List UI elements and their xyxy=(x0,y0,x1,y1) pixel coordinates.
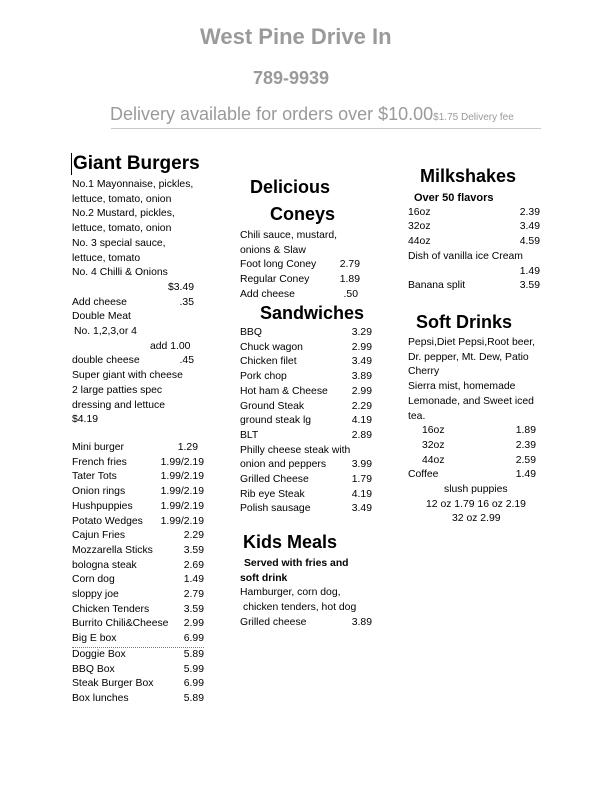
milkshake-price: 3.49 xyxy=(519,221,540,233)
sandwich-price: 3.49 xyxy=(351,503,372,515)
double-cheese-price: .45 xyxy=(179,355,194,367)
side-price: 5.99 xyxy=(183,663,204,675)
super-line: $4.19 xyxy=(72,414,99,426)
side-price: 2.79 xyxy=(183,589,204,601)
side-name: Mini burger xyxy=(72,442,124,453)
side-item xyxy=(72,470,204,485)
philly-item xyxy=(240,458,372,473)
side-item xyxy=(72,692,204,707)
slush-puppies-32: 32 oz 2.99 xyxy=(452,513,501,525)
coneys-heading-2: Coneys xyxy=(270,204,336,224)
sandwich-name: Ground Steak xyxy=(240,400,305,412)
coffee-name: Coffee xyxy=(408,469,439,481)
milkshakes-sub: Over 50 flavors xyxy=(414,192,494,204)
coneys-desc: Chili sauce, mustard, xyxy=(240,230,338,241)
sandwich-name: Chicken filet xyxy=(240,356,297,368)
kids-sub-2: soft drink xyxy=(240,572,288,584)
soft-drink-price: 2.39 xyxy=(515,439,536,451)
side-price: 5.89 xyxy=(183,648,204,660)
side-item xyxy=(72,559,204,574)
kids-line-1: Hamburger, corn dog, xyxy=(240,587,341,599)
side-name: Doggie Box xyxy=(72,648,126,660)
add-cheese-price: .35 xyxy=(179,296,194,308)
side-name: Mozzarella Sticks xyxy=(72,544,153,556)
side-name: BBQ Box xyxy=(72,663,115,675)
burger-line: lettuce, tomato, onion xyxy=(72,193,172,205)
kids-grilled-item xyxy=(240,616,372,631)
side-item xyxy=(72,485,204,500)
side-price: 2.29 xyxy=(183,530,204,542)
coffee-item xyxy=(408,468,536,483)
coneys-list xyxy=(240,229,360,303)
sandwich-item xyxy=(240,385,372,400)
side-price: 1.99/2.19 xyxy=(160,486,204,498)
milkshake-size: 44oz xyxy=(408,236,431,248)
sandwich-item xyxy=(240,473,372,488)
coney-name: Foot long Coney xyxy=(240,259,317,271)
sandwich-price: 1.79 xyxy=(351,474,372,486)
side-item xyxy=(72,500,204,515)
delivery-text: Delivery available for orders over $10.00 xyxy=(110,104,434,124)
coney-item xyxy=(240,258,360,273)
side-item xyxy=(72,617,204,632)
burger-line: lettuce, tomato xyxy=(72,252,141,264)
side-item xyxy=(72,588,204,603)
soft-drink-price: 2.59 xyxy=(515,454,536,466)
coney-item xyxy=(240,273,360,288)
burger-line: No.1 Mayonnaise, pickles, xyxy=(72,179,194,190)
sandwich-price: 3.29 xyxy=(351,327,372,338)
sandwich-item xyxy=(240,341,372,356)
sandwich-price: 3.49 xyxy=(351,356,372,368)
sandwich-name: Polish sausage xyxy=(240,503,311,515)
side-item xyxy=(72,648,204,663)
side-name: Steak Burger Box xyxy=(72,678,154,690)
side-name: Box lunches xyxy=(72,692,129,704)
soft-drinks-desc: Cherry xyxy=(408,366,440,378)
milkshake-price: 4.59 xyxy=(519,236,540,248)
soft-drinks-desc: Sierra mist, homemade xyxy=(408,381,516,393)
slush-puppies-label: slush puppies xyxy=(444,484,508,496)
milkshake-item xyxy=(408,206,540,221)
sandwich-item xyxy=(240,488,372,503)
soft-drink-size: 16oz xyxy=(422,425,445,437)
soft-drinks-list xyxy=(408,336,544,527)
super-line: 2 large patties spec xyxy=(72,384,163,396)
super-line: Super giant with cheese xyxy=(72,370,183,382)
slush-puppies-sizes: 12 oz 1.79 16 oz 2.19 xyxy=(426,498,526,510)
double-meat-add: add 1.00 xyxy=(150,340,191,352)
double-meat-label: Double Meat xyxy=(72,311,131,323)
giant-burgers-list xyxy=(72,178,210,428)
kids-grilled-name: Grilled cheese xyxy=(240,616,307,628)
burger-line: No.2 Mustard, pickles, xyxy=(72,208,175,220)
burger-line: No. 4 Chilli & Onions xyxy=(72,267,168,279)
banana-split-price: 3.59 xyxy=(519,280,540,292)
coneys-desc: onions & Slaw xyxy=(240,244,306,256)
sandwich-name: Rib eye Steak xyxy=(240,488,305,500)
side-price: 1.29 xyxy=(177,442,198,453)
sandwich-price: 2.99 xyxy=(351,341,372,353)
sandwich-name: ground steak lg xyxy=(240,415,312,427)
delivery-notice xyxy=(110,104,514,125)
milkshake-size: 16oz xyxy=(408,206,431,218)
milkshake-item xyxy=(408,235,540,250)
sandwiches-heading: Sandwiches xyxy=(260,303,365,323)
side-price: 6.99 xyxy=(183,678,204,690)
milkshake-price: 2.39 xyxy=(519,206,540,218)
sandwich-item xyxy=(240,326,372,341)
milkshake-size: 32oz xyxy=(408,221,431,233)
coney-price: .50 xyxy=(343,288,358,300)
side-item xyxy=(72,544,204,559)
sandwich-name: Pork chop xyxy=(240,371,287,383)
soft-drinks-desc: Dr. pepper, Mt. Dew, Patio xyxy=(408,351,529,363)
sandwich-item xyxy=(240,502,372,517)
side-item xyxy=(72,632,204,648)
milkshake-item xyxy=(408,220,540,235)
soft-drink-size: 32oz xyxy=(422,439,445,451)
banana-split-name: Banana split xyxy=(408,280,466,292)
sandwich-price: 4.19 xyxy=(351,415,372,427)
sandwich-item xyxy=(240,400,372,415)
burger-line: lettuce, tomato, onion xyxy=(72,223,172,235)
side-item xyxy=(72,603,204,618)
coney-price: 1.89 xyxy=(339,274,360,286)
sandwiches-list xyxy=(240,326,372,517)
side-name: sloppy joe xyxy=(72,589,119,601)
side-name: Cajun Fries xyxy=(72,530,126,542)
side-price: 2.69 xyxy=(183,559,204,571)
side-price: 2.99 xyxy=(183,618,204,630)
side-item xyxy=(72,529,204,544)
coney-item xyxy=(240,288,358,303)
delivery-fee: $1.75 Delivery fee xyxy=(433,112,514,123)
philly-line-1: Philly cheese steak with xyxy=(240,444,351,456)
side-name: Corn dog xyxy=(72,574,115,586)
soft-drinks-heading: Soft Drinks xyxy=(416,312,513,332)
milkshakes-list xyxy=(408,191,540,294)
side-name: Potato Wedges xyxy=(72,515,143,527)
sides-list xyxy=(72,441,204,707)
banana-split-item xyxy=(408,279,540,294)
side-name: Hushpuppies xyxy=(72,500,133,512)
side-price: 1.99/2.19 xyxy=(160,515,204,527)
milkshakes-heading: Milkshakes xyxy=(420,166,517,186)
sandwich-price: 2.99 xyxy=(351,385,372,397)
giant-burgers-heading: Giant Burgers xyxy=(73,153,200,174)
soft-drink-size: 44oz xyxy=(422,454,445,466)
sandwich-name: BLT xyxy=(240,429,259,441)
add-cheese-label: Add cheese xyxy=(72,296,127,308)
burger-line: No. 3 special sauce, xyxy=(72,237,166,249)
side-price: 1.49 xyxy=(183,574,204,586)
double-cheese-row xyxy=(72,354,194,369)
soft-drinks-desc: tea. xyxy=(408,410,426,422)
side-name: French fries xyxy=(72,456,127,468)
sandwich-name: BBQ xyxy=(240,327,262,338)
side-name: Big E box xyxy=(72,633,117,645)
burger-price: $3.49 xyxy=(168,281,195,293)
side-price: 1.99/2.19 xyxy=(160,500,204,512)
side-price: 3.59 xyxy=(183,544,204,556)
double-cheese-label: double cheese xyxy=(72,355,140,367)
side-name: Chicken Tenders xyxy=(72,603,150,615)
soft-drink-item xyxy=(408,454,536,469)
philly-price: 3.99 xyxy=(351,459,372,471)
side-item xyxy=(72,663,204,678)
kids-sub-1: Served with fries and xyxy=(244,558,349,569)
sandwich-item xyxy=(240,429,372,444)
dish-ice-cream-price: 1.49 xyxy=(519,265,540,277)
side-price: 1.99/2.19 xyxy=(160,456,204,468)
phone-number: 789-9939 xyxy=(253,68,330,88)
double-meat-nums: No. 1,2,3,or 4 xyxy=(74,326,137,338)
side-name: Tater Tots xyxy=(72,471,117,483)
soft-drink-price: 1.89 xyxy=(515,425,536,437)
sandwich-price: 2.29 xyxy=(351,400,372,412)
sandwich-name: Hot ham & Cheese xyxy=(240,385,328,397)
side-name: Burrito Chili&Cheese xyxy=(72,618,169,630)
coffee-price: 1.49 xyxy=(515,469,536,481)
sandwich-name: Grilled Cheese xyxy=(240,474,309,486)
soft-drinks-desc: Lemonade, and Sweet iced xyxy=(408,395,534,407)
sandwich-item xyxy=(240,414,372,429)
dish-ice-cream: Dish of vanilla ice Cream xyxy=(408,250,523,262)
add-cheese-row xyxy=(72,296,194,311)
soft-drink-item xyxy=(408,439,536,454)
soft-drinks-desc: Pepsi,Diet Pepsi,Root beer, xyxy=(408,337,536,348)
side-name: Onion rings xyxy=(72,486,126,498)
side-price: 6.99 xyxy=(183,633,204,645)
kids-grilled-price: 3.89 xyxy=(351,616,372,628)
side-item xyxy=(72,441,198,456)
coney-name: Regular Coney xyxy=(240,274,310,286)
kids-meals-list xyxy=(240,557,372,631)
sandwich-price: 2.89 xyxy=(351,429,372,441)
kids-meals-heading: Kids Meals xyxy=(243,532,338,552)
sandwich-price: 3.89 xyxy=(351,371,372,383)
sandwich-item xyxy=(240,370,372,385)
restaurant-title: West Pine Drive In xyxy=(200,24,392,49)
side-price: 3.59 xyxy=(183,603,204,615)
side-price: 5.89 xyxy=(183,692,204,704)
coney-price: 2.79 xyxy=(339,259,360,271)
side-item xyxy=(72,515,204,530)
sandwich-price: 4.19 xyxy=(351,488,372,500)
side-item xyxy=(72,573,204,588)
side-item xyxy=(72,677,204,692)
kids-line-2: chicken tenders, hot dog xyxy=(243,602,357,614)
side-item xyxy=(72,456,204,471)
sandwich-name: Chuck wagon xyxy=(240,341,303,353)
side-price: 1.99/2.19 xyxy=(160,471,204,483)
sandwich-item xyxy=(240,355,372,370)
super-line: dressing and lettuce xyxy=(72,399,165,411)
header-divider xyxy=(111,128,541,129)
coneys-heading-1: Delicious xyxy=(250,177,331,197)
side-name: bologna steak xyxy=(72,559,137,571)
soft-drink-item xyxy=(408,424,536,439)
philly-line-2: onion and peppers xyxy=(240,459,327,471)
coney-name: Add cheese xyxy=(240,288,295,300)
